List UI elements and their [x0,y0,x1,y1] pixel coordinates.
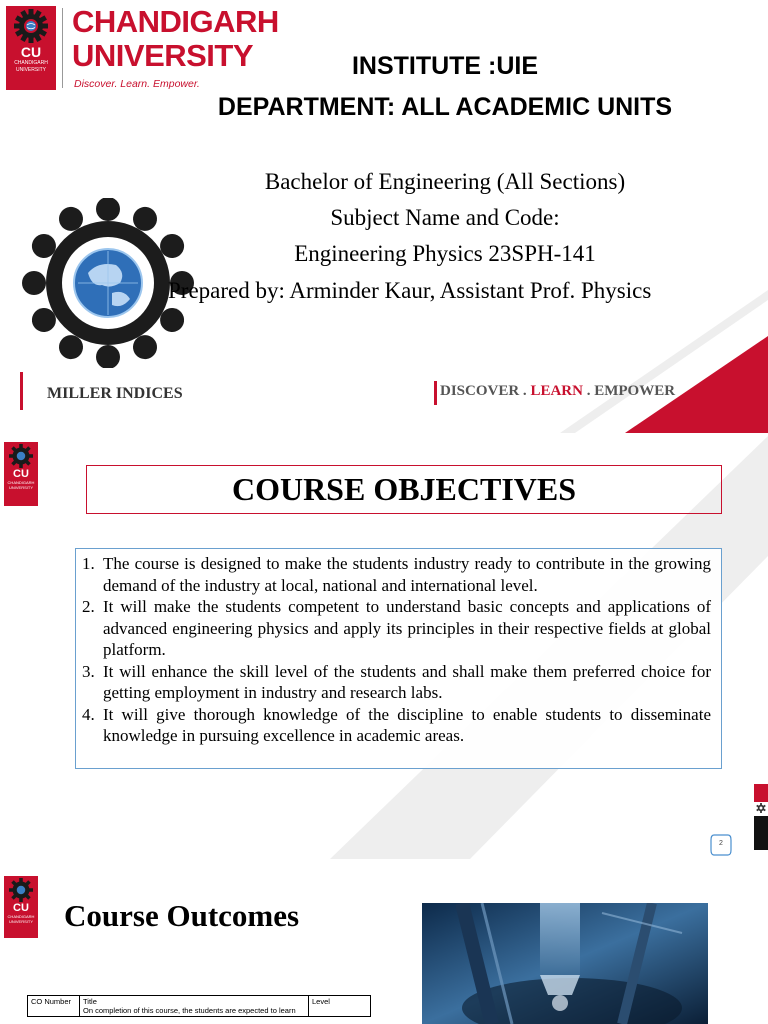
cu-initials: CU [20,44,42,60]
side-tab-red [754,784,768,802]
cu-logo-badge-small [4,442,38,506]
objectives-list [82,553,711,747]
objective-number: 4. [82,704,95,724]
badge-sub-2: UNIVERSITY [15,67,46,73]
table-header-row [28,996,371,1017]
header-title-label: Title [83,997,97,1006]
department-title: DEPARTMENT: ALL ACADEMIC UNITS [217,93,673,121]
objective-number: 3. [82,661,95,681]
side-tab-black [754,816,768,850]
subject-label: Subject Name and Code: [330,205,560,230]
title-slide [0,0,768,433]
objective-item [82,661,711,704]
page-number-badge [708,832,734,858]
badge-sub-1: CHANDIGARH [7,914,35,919]
outcomes-title: Course Outcomes [64,898,300,933]
outcomes-slide [0,868,768,1024]
objectives-box [75,548,722,769]
subject-name-code: Engineering Physics 23SPH-141 [294,241,596,266]
objective-item [82,596,711,661]
program-line: Bachelor of Engineering (All Sections) [264,169,626,194]
red-accent-bar-left [20,372,23,410]
footer-learn: LEARN [530,383,583,399]
objective-number: 2. [82,597,95,616]
brand-name-line1: CHANDIGARH [72,4,279,39]
objective-item [82,553,711,596]
cu-initials: CU [13,468,29,480]
footer-discover: DISCOVER . [440,383,531,399]
prepared-by: Prepared by: Arminder Kaur, Assistant Prof. Physics [168,278,652,303]
footer-tagline [440,383,675,400]
red-accent-bar-right [434,381,437,405]
objective-text: It will give thorough knowledge of the discipline to enable students to disseminate knowledge in pursuing excellence in academic areas. [103,704,711,745]
header-title-sub: On completion of this course, the students are expected to learn [83,1006,296,1015]
objectives-slide [0,436,768,859]
institute-title: INSTITUTE :UIE [351,52,539,80]
badge-sub-1: CHANDIGARH [14,60,48,66]
footer-empower: . EMPOWER [582,383,676,399]
objectives-title-box [86,465,722,514]
topic-label: MILLER INDICES [47,385,183,402]
header-level: Level [309,996,371,1017]
header-title [80,996,309,1017]
objective-text: It will make the students competent to understand basic concepts and applications of advanced engineering physics and apply its principles in their respective fields at global platform. [103,597,711,659]
objective-text: The course is designed to make the students industry ready to contribute in the growing demand of the industry at local, national and international level. [103,554,711,595]
outcomes-table [27,995,371,1017]
logo-divider [62,8,63,88]
badge-sub-2: UNIVERSITY [8,485,33,490]
cu-cog-icon [9,878,33,902]
brand-tagline: Discover. Learn. Empower. [74,78,200,90]
objectives-title: COURSE OBJECTIVES [231,471,577,507]
objective-text: It will enhance the skill level of the students and shall make them preferred choice for getting employment in industry and research labs. [103,661,711,702]
brand-name-line2: UNIVERSITY [72,38,254,73]
badge-sub-2: UNIVERSITY [8,919,33,924]
page-number: 2 [719,840,723,847]
cu-logo-badge-small [4,876,38,938]
cu-initials: CU [13,902,29,914]
cu-logo-badge [6,6,56,90]
cu-cog-icon [14,9,48,43]
side-cog-icon [756,803,766,813]
lab-machine-photo [422,903,708,1024]
objective-number: 1. [82,554,95,573]
objective-item [82,704,711,747]
cu-cog-icon [9,444,33,468]
badge-sub-1: CHANDIGARH [7,480,35,485]
header-co-number: CO Number [28,996,80,1017]
